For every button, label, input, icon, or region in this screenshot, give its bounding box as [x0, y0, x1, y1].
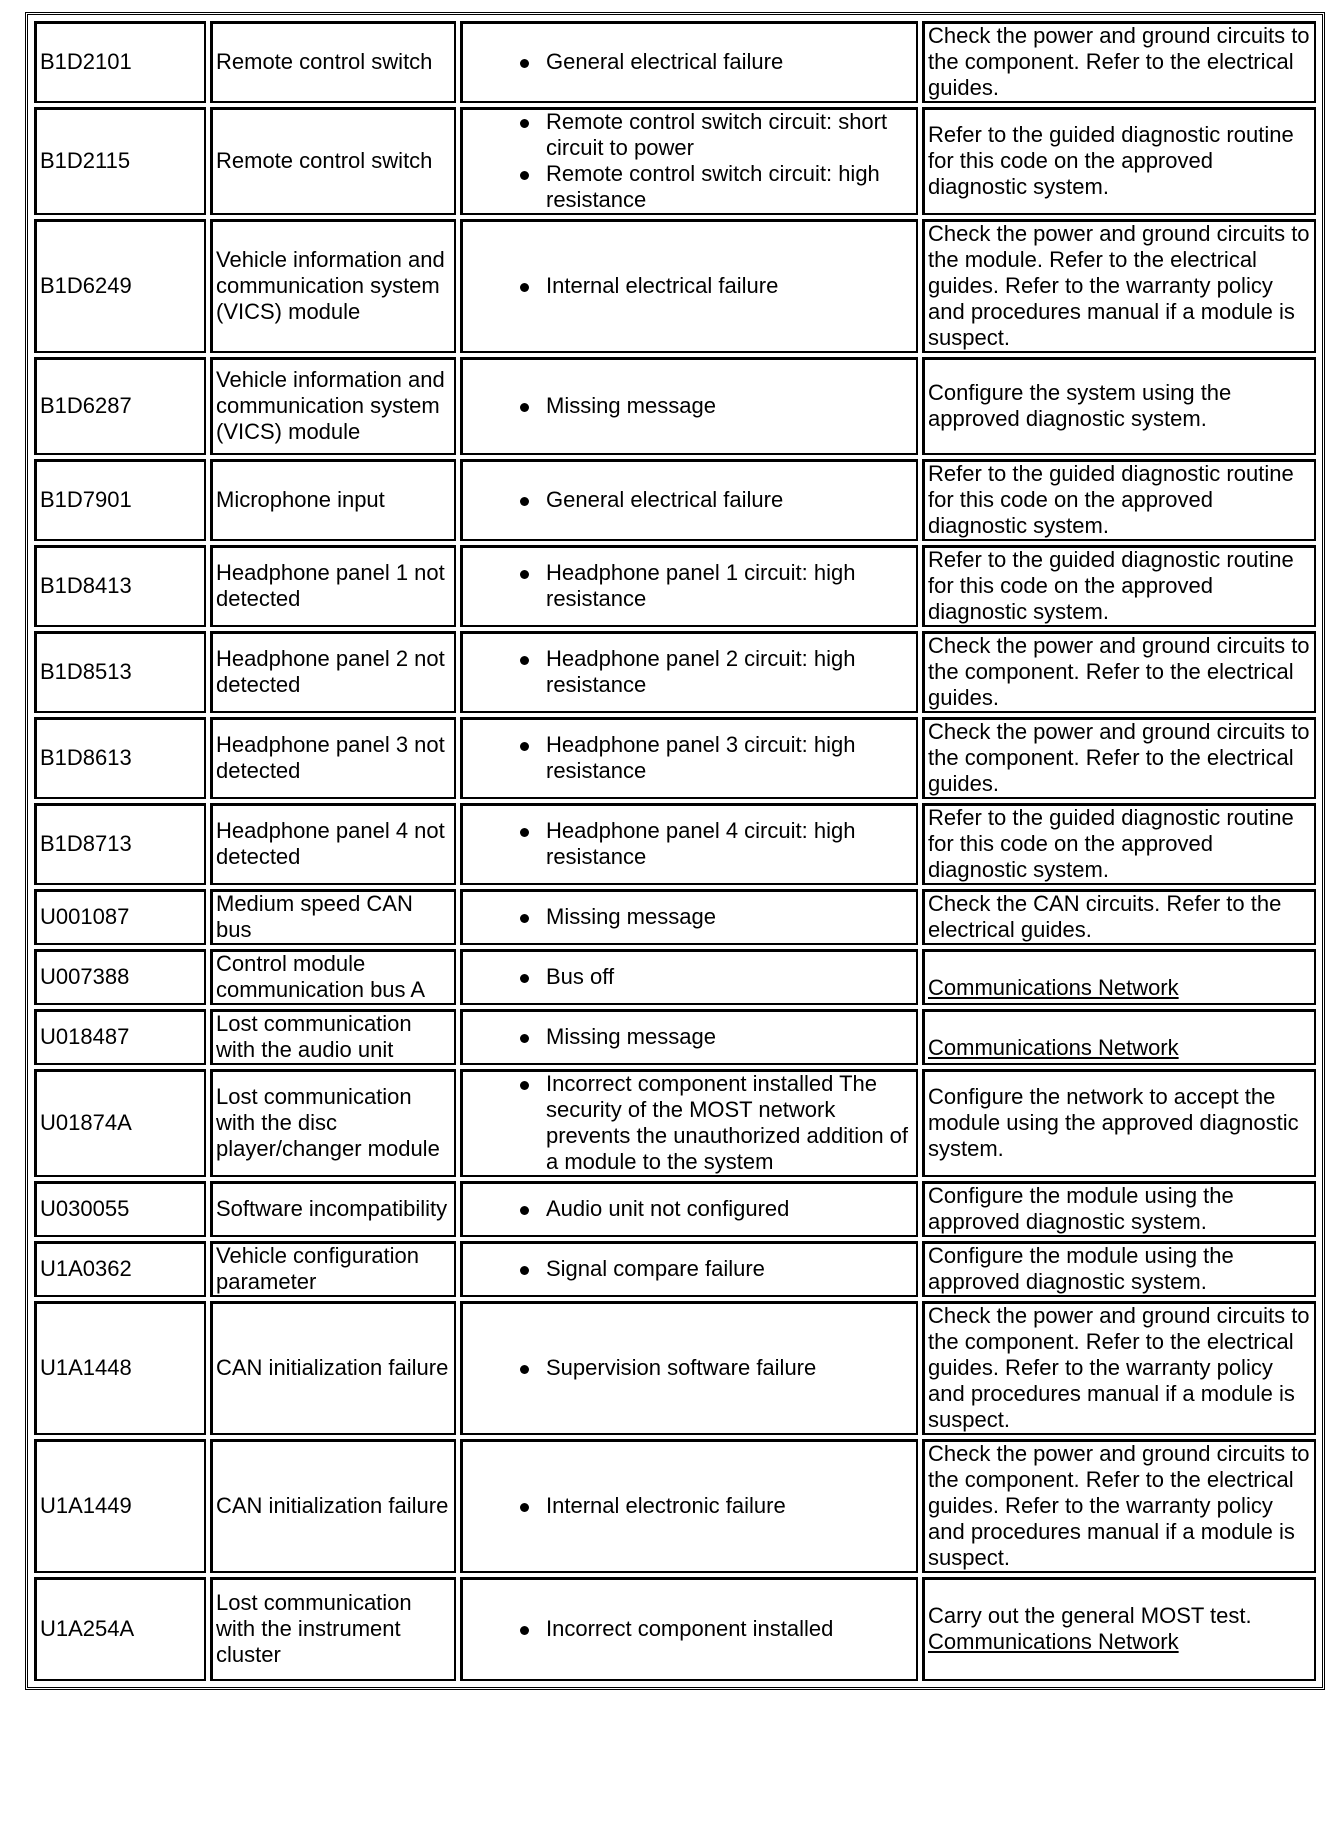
condition-cell: [460, 1181, 918, 1237]
action-cell: [922, 459, 1316, 541]
condition-item: Missing message: [514, 1024, 913, 1050]
dtc-table-frame: [25, 12, 1325, 1690]
component-cell: Remote control switch: [210, 107, 456, 215]
condition-item: Audio unit not configured: [514, 1196, 913, 1222]
component-cell: Lost communication with the disc player/changer module: [210, 1069, 456, 1177]
condition-list: [466, 1493, 913, 1519]
table-row: [34, 889, 1316, 945]
condition-list: [466, 1071, 913, 1175]
condition-item: Missing message: [514, 904, 913, 930]
condition-list: [466, 109, 913, 213]
action-text: Check the power and ground circuits to the component. Refer to the electrical guides. Refer to the warranty policy and procedures manual if a module is suspect.: [928, 1303, 1310, 1432]
action-cell: [922, 1069, 1316, 1177]
dtc-code-cell: B1D2115: [34, 107, 206, 215]
action-cell: [922, 219, 1316, 353]
action-text: Check the power and ground circuits to the component. Refer to the electrical guides.: [928, 719, 1310, 796]
action-text: Carry out the general MOST test.: [928, 1603, 1252, 1628]
condition-item: Internal electrical failure: [514, 273, 913, 299]
action-text: Configure the module using the approved diagnostic system.: [928, 1243, 1234, 1294]
dtc-code-cell: U001087: [34, 889, 206, 945]
condition-list: [466, 1256, 913, 1282]
condition-list: [466, 1024, 913, 1050]
dtc-table-body: [34, 21, 1316, 1681]
dtc-code-cell: B1D8713: [34, 803, 206, 885]
component-cell: Software incompatibility: [210, 1181, 456, 1237]
component-cell: Vehicle information and communication system (VICS) module: [210, 219, 456, 353]
table-row: [34, 803, 1316, 885]
condition-item: Headphone panel 2 circuit: high resistance: [514, 646, 913, 698]
condition-cell: [460, 1241, 918, 1297]
condition-cell: [460, 1301, 918, 1435]
condition-cell: [460, 357, 918, 455]
action-text: Configure the network to accept the module using the approved diagnostic system.: [928, 1084, 1299, 1161]
dtc-code-cell: B1D6287: [34, 357, 206, 455]
component-cell: Vehicle information and communication system (VICS) module: [210, 357, 456, 455]
dtc-code-cell: U007388: [34, 949, 206, 1005]
table-row: [34, 1241, 1316, 1297]
condition-cell: [460, 459, 918, 541]
dtc-code-cell: U1A0362: [34, 1241, 206, 1297]
action-cell: [922, 357, 1316, 455]
communications-network-link[interactable]: Communications Network: [928, 1629, 1179, 1654]
table-row: [34, 949, 1316, 1005]
action-text: Check the power and ground circuits to the module. Refer to the electrical guides. Refer to the warranty policy and procedures manual if a module is suspect.: [928, 221, 1310, 350]
action-cell: [922, 1241, 1316, 1297]
communications-network-link[interactable]: Communications Network: [928, 1035, 1179, 1060]
condition-list: [466, 646, 913, 698]
condition-cell: [460, 21, 918, 103]
table-row: [34, 1439, 1316, 1573]
dtc-code-cell: U01874A: [34, 1069, 206, 1177]
table-row: [34, 1301, 1316, 1435]
dtc-code-cell: U1A1449: [34, 1439, 206, 1573]
action-cell: [922, 1009, 1316, 1065]
dtc-code-cell: U030055: [34, 1181, 206, 1237]
action-cell: [922, 1439, 1316, 1573]
dtc-code-cell: B1D8413: [34, 545, 206, 627]
condition-list: [466, 273, 913, 299]
action-text: Refer to the guided diagnostic routine for this code on the approved diagnostic system.: [928, 122, 1294, 199]
condition-cell: [460, 107, 918, 215]
action-cell: [922, 803, 1316, 885]
component-cell: Lost communication with the instrument cluster: [210, 1577, 456, 1681]
component-cell: Headphone panel 3 not detected: [210, 717, 456, 799]
condition-list: [466, 487, 913, 513]
condition-item: Remote control switch circuit: short circuit to power: [514, 109, 913, 161]
action-text: Refer to the guided diagnostic routine for this code on the approved diagnostic system.: [928, 805, 1294, 882]
component-cell: Microphone input: [210, 459, 456, 541]
condition-item: Headphone panel 1 circuit: high resistance: [514, 560, 913, 612]
condition-cell: [460, 1009, 918, 1065]
action-text: Check the CAN circuits. Refer to the electrical guides.: [928, 891, 1282, 942]
condition-cell: [460, 889, 918, 945]
action-text: Configure the module using the approved diagnostic system.: [928, 1183, 1234, 1234]
condition-list: [466, 904, 913, 930]
action-cell: [922, 631, 1316, 713]
component-cell: Medium speed CAN bus: [210, 889, 456, 945]
condition-item: Headphone panel 4 circuit: high resistance: [514, 818, 913, 870]
action-cell: [922, 1301, 1316, 1435]
component-cell: Headphone panel 2 not detected: [210, 631, 456, 713]
dtc-code-cell: B1D7901: [34, 459, 206, 541]
action-cell: [922, 21, 1316, 103]
action-cell: [922, 1181, 1316, 1237]
table-row: [34, 1069, 1316, 1177]
component-cell: CAN initialization failure: [210, 1301, 456, 1435]
condition-item: Bus off: [514, 964, 913, 990]
dtc-code-cell: U1A1448: [34, 1301, 206, 1435]
table-row: [34, 1009, 1316, 1065]
table-row: [34, 219, 1316, 353]
action-text: Check the power and ground circuits to the component. Refer to the electrical guides.: [928, 23, 1310, 100]
condition-item: Supervision software failure: [514, 1355, 913, 1381]
condition-item: Internal electronic failure: [514, 1493, 913, 1519]
dtc-code-cell: U1A254A: [34, 1577, 206, 1681]
dtc-table: [30, 17, 1320, 1685]
table-row: [34, 631, 1316, 713]
action-text: Check the power and ground circuits to the component. Refer to the electrical guides.: [928, 633, 1310, 710]
action-text: Check the power and ground circuits to the component. Refer to the electrical guides. Refer to the warranty policy and procedures manual if a module is suspect.: [928, 1441, 1310, 1570]
condition-list: [466, 818, 913, 870]
condition-list: [466, 393, 913, 419]
condition-item: Signal compare failure: [514, 1256, 913, 1282]
component-cell: Lost communication with the audio unit: [210, 1009, 456, 1065]
condition-item: Remote control switch circuit: high resistance: [514, 161, 913, 213]
condition-item: General electrical failure: [514, 49, 913, 75]
condition-cell: [460, 1439, 918, 1573]
action-cell: [922, 107, 1316, 215]
condition-list: [466, 49, 913, 75]
table-row: [34, 107, 1316, 215]
component-cell: Headphone panel 1 not detected: [210, 545, 456, 627]
condition-list: [466, 1355, 913, 1381]
action-cell: [922, 717, 1316, 799]
condition-cell: [460, 631, 918, 713]
dtc-code-cell: B1D8513: [34, 631, 206, 713]
action-cell: [922, 949, 1316, 1005]
dtc-code-cell: B1D8613: [34, 717, 206, 799]
condition-cell: [460, 803, 918, 885]
condition-cell: [460, 717, 918, 799]
table-row: [34, 545, 1316, 627]
action-text: Refer to the guided diagnostic routine for this code on the approved diagnostic system.: [928, 547, 1294, 624]
condition-list: [466, 1196, 913, 1222]
condition-item: Headphone panel 3 circuit: high resistance: [514, 732, 913, 784]
table-row: [34, 1181, 1316, 1237]
condition-list: [466, 732, 913, 784]
dtc-code-cell: U018487: [34, 1009, 206, 1065]
condition-cell: [460, 545, 918, 627]
dtc-code-cell: B1D6249: [34, 219, 206, 353]
condition-item: General electrical failure: [514, 487, 913, 513]
condition-item: Incorrect component installed The security of the MOST network prevents the unauthorized addition of a module to the system: [514, 1071, 913, 1175]
action-text: Refer to the guided diagnostic routine for this code on the approved diagnostic system.: [928, 461, 1294, 538]
component-cell: Headphone panel 4 not detected: [210, 803, 456, 885]
table-row: [34, 459, 1316, 541]
table-row: [34, 1577, 1316, 1681]
action-cell: [922, 889, 1316, 945]
table-row: [34, 357, 1316, 455]
action-text: Configure the system using the approved diagnostic system.: [928, 380, 1232, 431]
action-cell: [922, 1577, 1316, 1681]
condition-cell: [460, 949, 918, 1005]
condition-cell: [460, 1069, 918, 1177]
condition-cell: [460, 1577, 918, 1681]
condition-list: [466, 1616, 913, 1642]
component-cell: Remote control switch: [210, 21, 456, 103]
action-cell: [922, 545, 1316, 627]
component-cell: Control module communication bus A: [210, 949, 456, 1005]
table-row: [34, 717, 1316, 799]
condition-item: Missing message: [514, 393, 913, 419]
component-cell: CAN initialization failure: [210, 1439, 456, 1573]
condition-cell: [460, 219, 918, 353]
communications-network-link[interactable]: Communications Network: [928, 975, 1179, 1000]
dtc-code-cell: B1D2101: [34, 21, 206, 103]
condition-list: [466, 560, 913, 612]
condition-item: Incorrect component installed: [514, 1616, 913, 1642]
table-row: [34, 21, 1316, 103]
component-cell: Vehicle configuration parameter: [210, 1241, 456, 1297]
condition-list: [466, 964, 913, 990]
